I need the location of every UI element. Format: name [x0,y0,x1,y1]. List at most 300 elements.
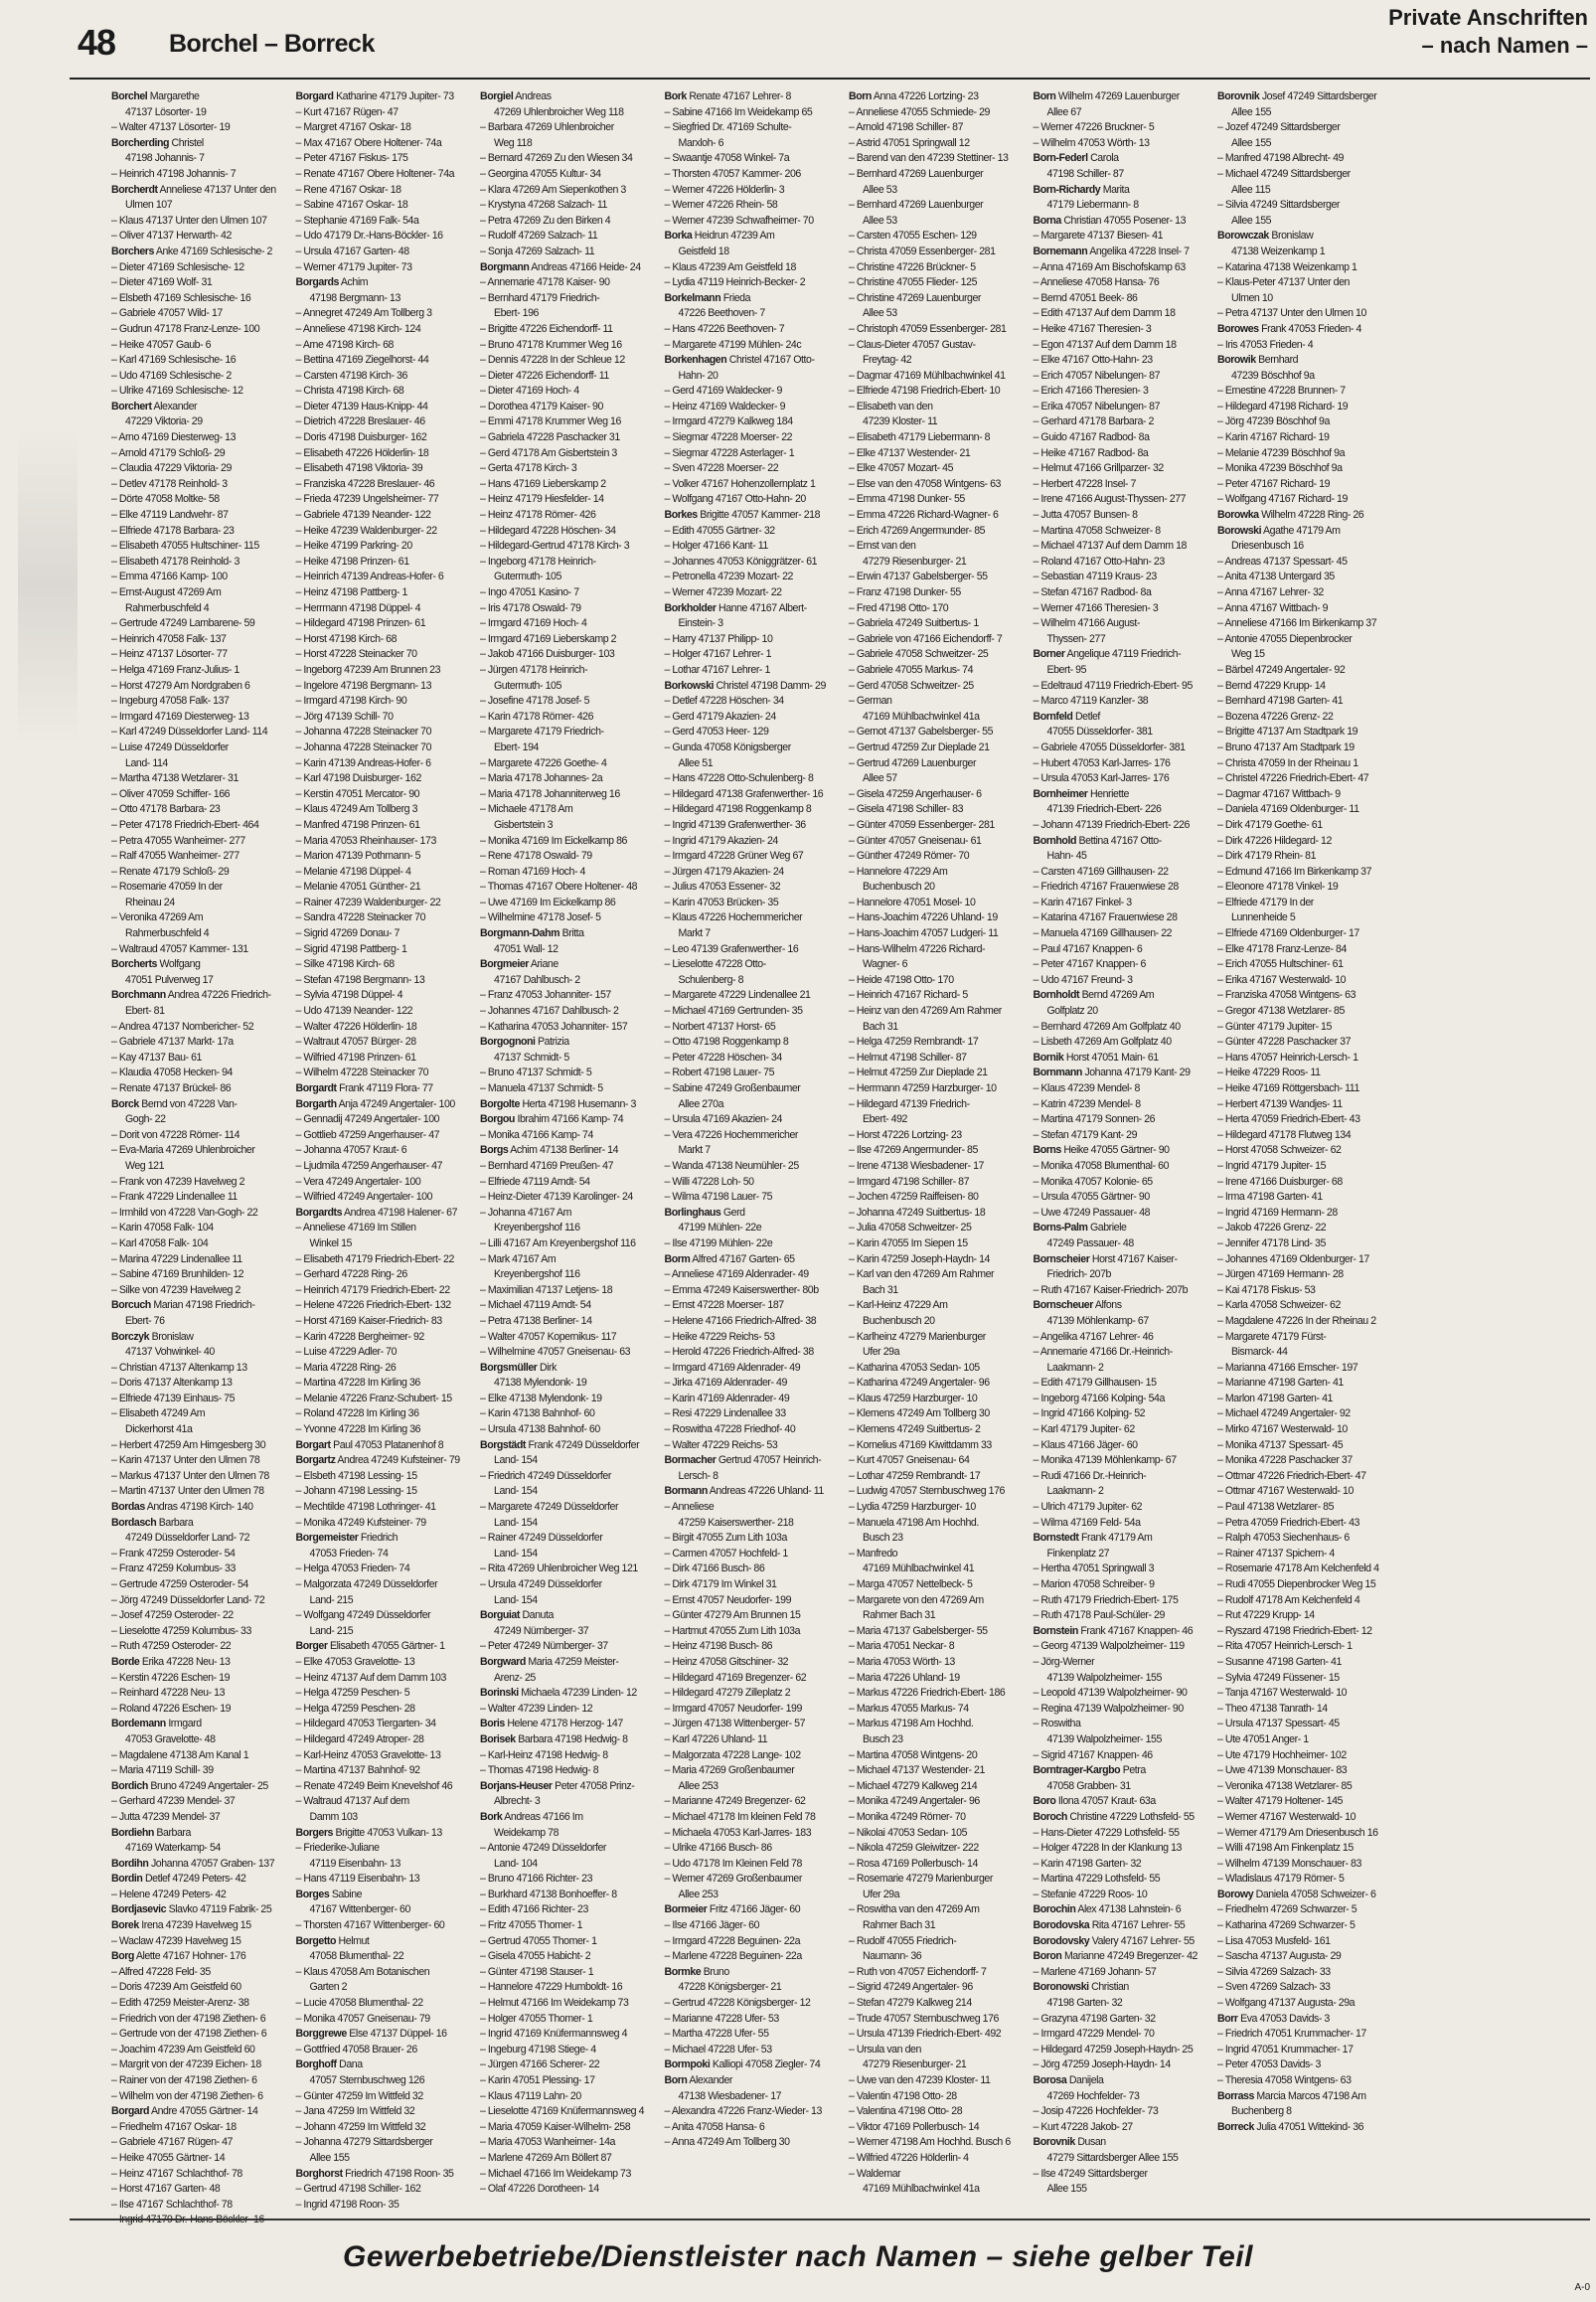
directory-entry [111,632,282,648]
entry-details: – Thorsten 47167 Wittenberger- 60 [295,1919,445,1932]
entry-details: – Anita 47138 Untergard 35 [1217,571,1335,583]
entry-details: Achim 47138 Berliner- 14 [510,1144,619,1157]
entry-details: – Fritz 47055 Thomer- 1 [480,1919,583,1932]
entry-details: – Erich 47057 Nibelungen- 87 [1033,369,1161,382]
entry-details: – Sandra 47228 Steinacker 70 [295,911,426,924]
directory-entry [849,477,1020,493]
directory-entry [1217,1051,1388,1067]
directory-entry [111,1624,282,1640]
directory-entry [1217,1484,1388,1500]
directory-entry [111,1206,282,1222]
directory-entry [1217,679,1388,695]
entry-details: – Rainer von der 47198 Ziethen- 6 [111,2074,257,2086]
entry-details: – Olaf 47226 Dorotheen- 14 [480,2183,599,2196]
directory-entry [111,1826,282,1857]
directory-entry [849,2073,1020,2089]
entry-details: – Gertrude 47249 Lambarene- 59 [111,617,255,630]
entry-details: – Dietrich 47228 Breslauer- 46 [295,415,425,428]
entry-details: – Ruth 47259 Osteroder- 22 [111,1640,232,1653]
directory-entry [849,1128,1020,1144]
entry-details: – Günter 47057 Gneisenau- 61 [849,834,982,847]
entry-details: – Luise 47229 Adler- 70 [295,1346,398,1359]
entry-details: Bruno 47249 Angertaler- 25 [150,1779,268,1792]
entry-surname: Borkes [664,509,698,522]
entry-details: – Christel 47226 Friedrich-Ebert- 47 [1217,772,1369,785]
directory-entry [665,1577,836,1593]
directory-entry [111,1128,282,1144]
directory-entry [296,1128,467,1144]
entry-continuation: Marxloh- 6 [678,136,724,149]
entry-details: – Anneliese [664,1501,715,1514]
directory-entry [296,229,467,245]
directory-entry [111,1949,282,1965]
entry-details: – Bernhard 47269 Am Golfplatz 40 [1033,1020,1181,1033]
entry-continuation: Albrecht- 3 [494,1795,541,1808]
directory-entry [296,1330,467,1346]
directory-entry [111,306,282,322]
entry-details: Christian [1091,1981,1129,1994]
directory-entry [665,2057,836,2073]
entry-details: – Willi 47228 Loh- 50 [664,1175,754,1188]
entry-details: – Marco 47119 Kanzler- 38 [1033,695,1149,708]
directory-entry [111,1794,282,1810]
entry-continuation: Land- 154 [494,1516,538,1529]
directory-entry [849,275,1020,291]
entry-details: – Ilse 47199 Mühlen- 22e [664,1236,773,1249]
entry-details: – Guido 47167 Radbod- 8a [1033,431,1150,444]
entry-details: – Irmgard 47228 Beguinen- 22a [664,1934,801,1947]
entry-details: – Dorothea 47179 Kaiser- 90 [480,400,603,412]
directory-entry [296,1763,467,1779]
entry-details: – Else van den 47058 Wintgens- 63 [849,477,1001,490]
directory-entry [849,1175,1020,1191]
directory-entry [480,663,651,694]
entry-details: – Elke 47053 Gravelotte- 13 [295,1655,415,1668]
entry-details: – Margarete von den 47269 Am [849,1593,984,1606]
directory-entry [480,849,651,865]
directory-entry [296,632,467,648]
directory-entry [665,1330,836,1346]
entry-details: – Lothar 47259 Rembrandt- 17 [849,1469,981,1482]
entry-details: – Ryszard 47198 Friedrich-Ebert- 12 [1217,1624,1372,1637]
entry-details: Marianne 47249 Bregenzer- 42 [1063,1950,1197,1963]
directory-entry [480,1143,651,1159]
directory-entry [1034,120,1204,136]
entry-details: – Johann 47198 Lessing- 15 [295,1485,417,1498]
directory-entry [1217,1826,1388,1842]
entry-details: – Stefanie 47229 Roos- 10 [1033,1888,1148,1900]
entry-details: – Alexandra 47226 Franz-Wieder- 13 [664,2105,822,2118]
directory-entry [480,2012,651,2028]
directory-entry [665,585,836,601]
entry-details: – Bernhard 47269 Lauenburger [849,199,984,212]
entry-continuation: Weg 118 [494,136,533,149]
directory-entry [480,1702,651,1718]
directory-entry [849,1902,1020,1933]
directory-entry [480,229,651,245]
directory-entry [1034,1949,1204,1965]
entry-continuation: 47137 Schmidt- 5 [494,1051,569,1064]
entry-continuation: Rahmerbuschfeld 4 [125,601,210,614]
directory-entry [111,834,282,850]
entry-details: – Holger 47166 Kant- 11 [664,540,768,553]
directory-entry [1034,1175,1204,1191]
directory-entry [296,756,467,772]
directory-entry [665,322,836,338]
directory-entry [296,694,467,710]
entry-details: – Lydia 47119 Heinrich-Becker- 2 [664,276,806,289]
entry-details: – Herrmann 47259 Harzburger- 10 [849,1082,997,1094]
entry-details: Friedrich [360,1532,399,1545]
directory-entry [1034,585,1204,601]
directory-entry [849,1221,1020,1236]
directory-entry [296,1252,467,1268]
entry-details: – Uwe 47139 Monschauer- 83 [1217,1764,1348,1777]
entry-details: – Gregor 47138 Wetzlarer- 85 [1217,1005,1345,1018]
directory-entry [480,1655,651,1686]
directory-entry [296,1826,467,1842]
entry-details: – Erich 47166 Theresien- 3 [1033,385,1149,398]
entry-details: – Karlheinz 47279 Marienburger [849,1330,986,1343]
directory-entry [111,539,282,555]
entry-details: – Leo 47139 Grafenwerther- 16 [664,942,799,955]
directory-entry [480,1252,651,1283]
directory-entry [296,414,467,430]
directory-entry [849,1794,1020,1810]
entry-details: – Michael 47119 Arndt- 54 [480,1299,591,1312]
directory-entry [665,1841,836,1857]
entry-details: – Hildegard 47178 Flutweg 134 [1217,1128,1352,1141]
entry-details: – Martina 47058 Wintgens- 20 [849,1748,978,1761]
directory-entry [1034,756,1204,772]
directory-entry [665,710,836,726]
directory-entry [111,1608,282,1624]
entry-surname: Borowczak [1217,230,1269,243]
directory-entry [1217,988,1388,1004]
directory-entry [1034,1159,1204,1175]
directory-entry [480,1810,651,1841]
entry-details: – Gertrud 47198 Schiller- 162 [295,2183,421,2196]
directory-entry [111,1748,282,1764]
entry-details: Alexander [689,2074,732,2086]
entry-continuation: 47179 Liebermann- 8 [1046,199,1139,212]
directory-entry [1217,120,1388,151]
directory-entry [665,1190,836,1206]
directory-entry [111,585,282,616]
entry-details: – Klaus 47226 Hochemmericher [664,911,803,924]
directory-entry [111,802,282,818]
directory-entry [1034,1702,1204,1718]
directory-entry [296,492,467,508]
directory-entry [665,1500,836,1531]
entry-details: – Helga 47259 Rembrandt- 17 [849,1036,979,1049]
entry-details: – Wilhelm 47166 August- [1033,617,1140,630]
directory-entry [849,1267,1020,1298]
directory-entry [1217,1221,1388,1236]
entry-details: Angelique 47119 Friedrich- [1066,648,1182,661]
directory-entry [480,601,651,617]
entry-surname: Borna [1033,214,1061,227]
entry-surname: Bormke [664,1965,702,1978]
entry-details: Bronislaw [1271,230,1314,243]
directory-entry [480,1732,651,1748]
directory-entry [296,1639,467,1655]
directory-entry [480,1345,651,1361]
entry-details: – Christa 47059 Essenberger- 281 [849,245,996,257]
directory-entry [111,1686,282,1702]
directory-entry [665,1624,836,1640]
directory-entry [111,1655,282,1671]
directory-entry [480,1562,651,1577]
entry-continuation: Land- 104 [494,1857,538,1870]
entry-details: – Monika 47239 Böschhof 9a [1217,462,1343,475]
directory-entry [1217,2012,1388,2028]
entry-details: – Johannes 47053 Königgrätzer- 61 [664,555,818,568]
entry-surname: Borgmann-Dahm [480,927,560,940]
directory-entry [111,291,282,307]
entry-details: Elisabeth 47055 Gärtner- 1 [330,1640,445,1653]
entry-details: – Leopold 47139 Walpolzheimer- 90 [1033,1687,1188,1700]
directory-entry [849,1298,1020,1329]
entry-details: – Sabine 47249 Großenbaumer [664,1082,801,1094]
directory-entry [296,570,467,585]
directory-entry [111,740,282,771]
entry-details: – Lucie 47058 Blumenthal- 22 [295,1997,423,2010]
entry-details: – Bernhard 47169 Preußen- 47 [480,1159,614,1172]
entry-details: – Monika 47137 Spessart- 45 [1217,1438,1344,1451]
directory-entry [665,2012,836,2028]
entry-details: – Petra 47059 Friedrich-Ebert- 43 [1217,1516,1359,1529]
entry-details: Christel [171,136,204,149]
directory-entry [849,120,1020,136]
directory-entry [665,120,836,151]
directory-entry [849,570,1020,585]
directory-entry [480,291,651,322]
entry-details: – Franz 47198 Dunker- 55 [849,586,961,598]
directory-entry [296,183,467,199]
directory-entry [849,151,1020,167]
entry-details: – Bernard 47269 Zu den Wiesen 34 [480,152,633,165]
entry-details: – Heike 47199 Parkring- 20 [295,540,412,553]
entry-details: – Roswitha van den 47269 Am [849,1903,980,1916]
directory-entry [111,942,282,958]
entry-details: – Hildegard 47139 Friedrich- [849,1097,970,1110]
directory-entry [1217,1267,1388,1283]
directory-entry [296,880,467,896]
entry-details: Horst 47167 Kaiser- [1091,1252,1178,1265]
directory-entry [849,1252,1020,1268]
directory-entry [665,275,836,291]
directory-entry [111,1298,282,1329]
directory-entry [296,1562,467,1577]
directory-entry [111,1453,282,1469]
entry-details: – Irmgard 47169 Hoch- 4 [480,617,587,630]
entry-details: – Markus 47226 Friedrich-Ebert- 186 [849,1687,1006,1700]
entry-surname: Borgard [111,2105,150,2118]
entry-surname: Borggrewe [295,2028,347,2041]
entry-details: – Ingeborg 47178 Heinrich- [480,555,596,568]
entry-details: Wilhelm 47228 Ring- 26 [1261,509,1364,522]
entry-details: – Gerd 47058 Schweitzer- 25 [849,679,974,692]
entry-surname: Borlinghaus [664,1206,721,1219]
entry-continuation: 47053 Frieden- 74 [309,1547,389,1560]
entry-details: – Frank 47259 Osteroder- 54 [111,1547,236,1560]
entry-details: – Uwe 47249 Passauer- 48 [1033,1206,1151,1219]
directory-entry [1034,1888,1204,1903]
directory-entry [480,260,651,276]
entry-details: – Ingeborg 47166 Kolping- 54a [1033,1392,1165,1404]
entry-details: – Maria 47228 Ring- 26 [295,1361,397,1374]
entry-details: – Marianne 47198 Garten- 41 [1217,1377,1344,1390]
entry-surname: Bornholdt [1033,989,1080,1002]
entry-continuation: Ufer 29a [863,1346,900,1359]
entry-details: – Jana 47259 Im Wittfeld 32 [295,2105,415,2118]
directory-entry [849,1655,1020,1671]
directory-entry [296,1376,467,1392]
directory-entry [111,89,282,120]
directory-entry [480,414,651,430]
directory-entry [1034,1438,1204,1454]
directory-entry [849,834,1020,850]
directory-entry [1034,1531,1204,1562]
directory-entry [1034,896,1204,911]
directory-entry [111,1500,282,1516]
entry-details: – Manuela 47137 Schmidt- 5 [480,1082,603,1094]
directory-entry [1217,1206,1388,1222]
entry-details: – Elke 47057 Mozart- 45 [849,462,954,475]
directory-entry [1034,1748,1204,1764]
entry-continuation: Allee 115 [1231,183,1271,196]
entry-continuation: Ufer 29a [863,1888,900,1900]
directory-entry [480,1902,651,1918]
entry-details: – Silvia 47249 Sittardsberger [1217,199,1340,212]
directory-entry [296,214,467,230]
entry-continuation: Einstein- 3 [678,617,723,630]
entry-details: – Elfriede 47139 Einhaus- 75 [111,1392,236,1404]
entry-details: – Hildegard 47198 Prinzen- 61 [295,617,426,630]
directory-entry [665,1918,836,1934]
entry-surname: Bordemann [111,1718,166,1730]
directory-entry [111,1252,282,1268]
directory-entry [665,1267,836,1283]
directory-entry [849,1639,1020,1655]
entry-details: – Swaantje 47058 Winkel- 7a [664,152,790,165]
directory-entry [296,1206,467,1222]
entry-details: – Waltraud 47137 Auf dem [295,1795,409,1808]
directory-entry [296,1779,467,1795]
entry-surname: Boronowski [1033,1981,1089,1994]
entry-details: – Wanda 47138 Neumühler- 25 [664,1159,799,1172]
entry-details: – Heinz 47137 Auf dem Damm 103 [295,1671,446,1684]
entry-details: – Karin 47259 Joseph-Haydn- 14 [849,1252,990,1265]
entry-details: – Heike 47167 Radbod- 8a [1033,446,1149,459]
entry-details: Bronislaw [151,1330,194,1343]
directory-entry [849,1236,1020,1252]
entry-details: – Brigitte 47226 Eichendorff- 11 [480,322,613,335]
directory-entry [111,1872,282,1888]
entry-details: – Johanna 47057 Kraut- 6 [295,1144,407,1157]
entry-continuation: 47053 Gravelotte- 48 [125,1732,216,1745]
directory-entry [849,1934,1020,1965]
directory-entry [480,1361,651,1392]
entry-continuation: Allee 67 [1046,105,1082,118]
entry-details: – Martha 47228 Ufer- 55 [664,2028,769,2041]
entry-details: – Alfred 47228 Feld- 35 [111,1965,211,1978]
directory-entry [665,1392,836,1407]
entry-details: – Anneliese 47055 Schmiede- 29 [849,105,990,118]
entry-details: – Fred 47198 Otto- 170 [849,601,949,614]
entry-details: – Iris 47053 Frieden- 4 [1217,338,1314,351]
entry-details: – Manuela 47198 Am Hochhd. [849,1516,979,1529]
entry-details: – Ruth 47167 Kaiser-Friedrich- 207b [1033,1283,1189,1296]
directory-entry [111,710,282,726]
directory-entry [1217,1112,1388,1128]
entry-continuation: Ebert- 196 [494,307,539,320]
entry-surname: Bornstedt [1033,1532,1079,1545]
entry-details: – Roman 47169 Hoch- 4 [480,865,585,878]
entry-surname: Bornstein [1033,1624,1078,1637]
entry-details: – Martina 47058 Schweizer- 8 [1033,524,1161,537]
entry-continuation: Allee 155 [309,2151,350,2164]
directory-entry [1217,1686,1388,1702]
entry-details: – Dirk 47226 Hildegard- 12 [1217,834,1332,847]
directory-entry [1217,1763,1388,1779]
entry-details: – Wilma 47198 Lauer- 75 [664,1191,773,1204]
entry-details: – Dirk 47179 Im Winkel 31 [664,1578,777,1590]
entry-details: – Elke 47119 Landwehr- 87 [111,509,229,522]
entry-details: – Michael 47166 Im Weidekamp 73 [480,2167,631,2180]
directory-entry [111,1934,282,1950]
directory-entry [111,1190,282,1206]
entry-surname: Bormann [664,1485,708,1498]
entry-details: Bernd 47269 Am [1081,989,1155,1002]
directory-entry [665,461,836,477]
entry-details: – Marlene 47269 Am Böllert 87 [480,2151,612,2164]
entry-details: – Barbara 47269 Uhlenbroicher [480,121,614,134]
directory-entry [480,89,651,120]
entry-continuation: Buchenberg 8 [1231,2105,1292,2118]
directory-entry [1034,2104,1204,2120]
entry-continuation: 47138 Weizenkamp 1 [1231,245,1326,257]
entry-details: – Johann 47259 Im Wittfeld 32 [295,2120,426,2133]
directory-entry [1217,1888,1388,1903]
entry-details: – Siegmar 47228 Moerser- 22 [664,431,793,444]
entry-details: – Holger 47228 In der Klankung 13 [1033,1842,1182,1855]
entry-continuation: Weidekamp 78 [494,1826,559,1839]
directory-entry [849,1081,1020,1097]
entry-details: – Bernd 47051 Beek- 86 [1033,291,1138,304]
entry-continuation: Allee 53 [863,214,897,227]
directory-entry [665,446,836,462]
entry-details: – Heike 47055 Gärtner- 14 [111,2151,226,2164]
entry-details: – Gerd 47178 Am Gisbertstein 3 [480,446,617,459]
entry-details: – Katrin 47239 Mendel- 8 [1033,1097,1141,1110]
directory-entry [480,1066,651,1081]
directory-entry [480,1888,651,1903]
entry-details: – Jochen 47259 Raiffeisen- 80 [849,1191,979,1204]
entry-continuation: Ebert- 492 [863,1113,907,1126]
entry-details: – Ingrid 47198 Roon- 35 [295,2198,399,2211]
directory-entry [296,1918,467,1934]
entry-details: – Heinrich 47167 Richard- 5 [849,989,968,1002]
directory-entry [480,338,651,354]
entry-details: – Elke 47167 Otto-Hahn- 23 [1033,354,1153,367]
directory-entry [480,2135,651,2151]
entry-continuation: Laakmann- 2 [1046,1485,1104,1498]
directory-entry [665,1484,836,1500]
directory-entry [849,1035,1020,1051]
entry-details: – Christine 47226 Brückner- 5 [849,260,976,273]
